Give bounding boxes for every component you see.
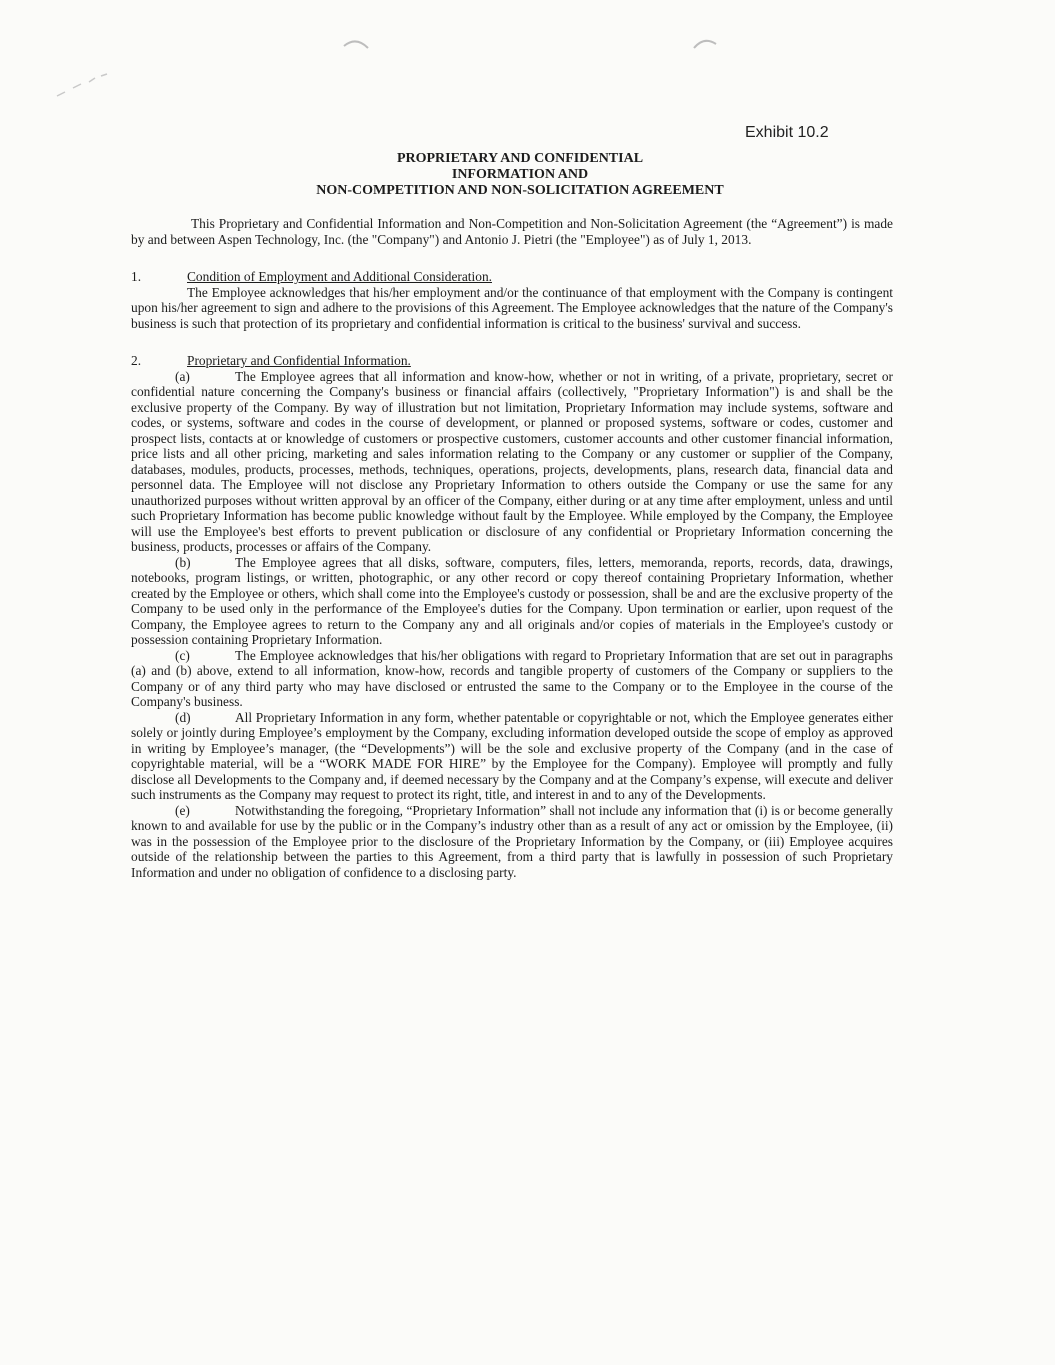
clause-paragraph: [131, 555, 893, 648]
clause-label: (e): [175, 802, 190, 818]
clause-text: All Proprietary Information in any form, whether patentable or copyrightable or not, which the Employee generates either solely or jointly during Employee’s employment by the Company, excluding information developed outside the scope of employ as approved in writing by Employee’s manager, (the “Developments”) will be the sole and exclusive property of the Company (and in the case of copyrightable material, will be a “WORK MADE FOR HIRE” by the Employee for the Company). Employee will promptly and fully disclose all Developments to the Company and, if deemed necessary by the Company and at the Company’s expense, will execute and deliver such instruments as the Company may request to protect its right, title, and interest in and to any of the Developments.: [131, 709, 893, 802]
clause-text: The Employee agrees that all information and know-how, whether or not in writing, of a private, proprietary, secret or confidential nature concerning the Company's business or financial affairs (collectively, "Proprietary Information") is and shall be the exclusive property of the Company. By way of illustration but not limitation, Proprietary Information may include systems, software and codes, or systems, software and codes in the course of development, or planned or proposed systems, software or codes, customer and prospect lists, contacts at or knowledge of customers or prospective customers, customer accounts and other customer financial information, price lists and all other pricing, marketing and sales information relating to the Company or any customer or supplier of the Company, databases, modules, products, processes, methods, techniques, operations, projects, developments, plans, research data, financial data and personnel data. The Employee will not disclose any Proprietary Information to others outside the Company or use the same for any unauthorized purposes without written approval by an officer of the Company, either during or at any time after employment, unless and until such Proprietary Information has become public knowledge without fault by the Employee. While employed by the Company, the Employee will use the Employee's best efforts to prevent publication or disclosure of any confidential or Proprietary Information concerning the business, products, processes or affairs of the Company.: [131, 368, 893, 554]
clause-paragraph: [131, 803, 893, 881]
exhibit-label: Exhibit 10.2: [745, 124, 829, 141]
title-line: PROPRIETARY AND CONFIDENTIAL: [396, 151, 644, 166]
agreement-body: [131, 216, 893, 880]
section-1: [131, 269, 893, 331]
title-line: NON-COMPETITION AND NON-SOLICITATION AGREEMENT: [316, 183, 724, 198]
intro-paragraph: This Proprietary and Confidential Information and Non-Competition and Non-Solicitation Agreement (the “Agreement”) is made by and between Aspen Technology, Inc. (the "Company") and Antonio J. Pietri (the "Employee") as of July 1, 2013.: [131, 216, 893, 247]
scan-smudge: [55, 70, 125, 100]
title-line: INFORMATION AND: [451, 167, 589, 182]
clause-text: Notwithstanding the foregoing, “Proprietary Information” shall not include any information that (i) is or become generally known to and available for use by the public or in the Company’s industry other than as a result of any act or omission by the Employee, (ii) was in the possession of the Employee prior to the disclosure of the Proprietary Information by the Company, or (iii) Employee acquires outside of the relationship between the parties to this Agreement, from a third party that is lawfully in possession of such Proprietary Information and under no obligation of confidence to a disclosing party.: [131, 802, 893, 880]
clause-text: The Employee acknowledges that his/her obligations with regard to Proprietary Information that are set out in paragraphs (a) and (b) above, extend to all information, know-how, records and tangible property of customers of the Company or suppliers to the Company or of any third party who may have disclosed or entrusted the same to the Company or to the Employee in the course of the Company's business.: [131, 647, 893, 709]
clause-text: The Employee agrees that all disks, software, computers, files, letters, memoranda, reports, records, data, drawings, notebooks, program listings, or written, photographic, or any other record or copy thereof containing Proprietary Information, whether created by the Employee or others, which shall come into the Employee's custody or possession, shall be and are the exclusive property of the Company to be used only in the performance of the Employee's duties for the Company. Upon termination or earlier, upon request of the Company, the Employee agrees to return to the Company any and all originals and/or copies of materials in the Employee's custody or possession containing Proprietary Information.: [131, 554, 893, 647]
document-title: [240, 151, 800, 199]
section-2: [131, 353, 893, 880]
section-title: Proprietary and Confidential Information.: [187, 353, 411, 368]
clause-label: (b): [175, 554, 191, 570]
clause-paragraph: [131, 369, 893, 555]
hole-punch-mark: [342, 34, 372, 54]
clause-label: (a): [175, 368, 190, 384]
clause-label: (c): [175, 647, 190, 663]
clause-paragraph: [131, 648, 893, 710]
section-heading: [131, 353, 893, 369]
section-paragraph: The Employee acknowledges that his/her employment and/or the continuance of that employment with the Company is contingent upon his/her agreement to sign and adhere to the provisions of this Agreement. The Employee acknowledges that the nature of the Company's business is such that protection of its proprietary and confidential information is critical to the business' survival and success.: [131, 284, 893, 331]
section-title: Condition of Employment and Additional Consideration.: [187, 269, 492, 284]
clause-label: (d): [175, 709, 191, 725]
section-number: 1.: [131, 269, 142, 284]
clause-paragraph: [131, 710, 893, 803]
section-heading: [131, 269, 893, 285]
hole-punch-mark: [690, 34, 720, 54]
section-number: 2.: [131, 353, 142, 368]
